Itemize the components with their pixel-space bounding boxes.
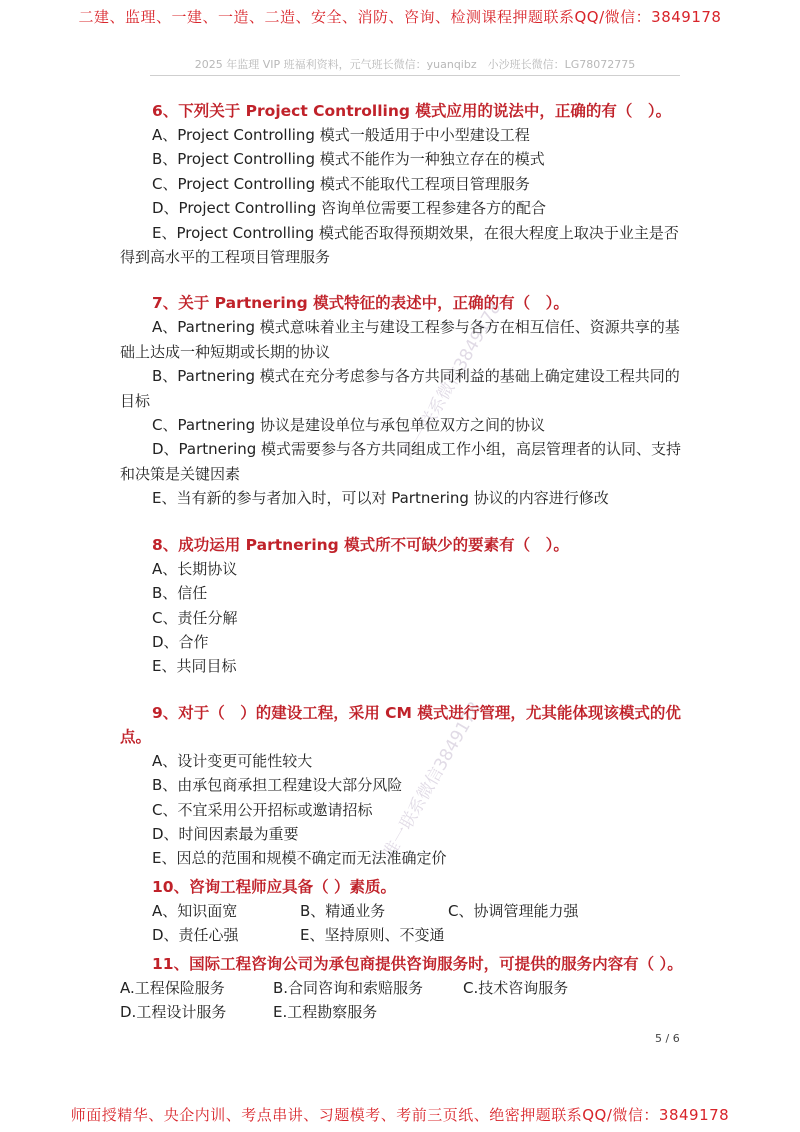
option-row	[120, 923, 685, 947]
option: A、知识面宽	[152, 901, 238, 920]
option: B、精通业务	[300, 901, 386, 920]
question-list	[120, 99, 685, 1024]
question-title: 7、关于 Partnering 模式特征的表述中，正确的有（ ）。	[152, 294, 569, 313]
top-promo-banner: 二建、监理、一建、一造、二造、安全、消防、咨询、检测课程押题联系QQ/微信：3849178	[78, 8, 722, 26]
option: C、不宜采用公开招标或邀请招标	[152, 800, 373, 819]
option: C、协调管理能力强	[448, 901, 579, 920]
option: D.工程设计服务	[120, 1002, 227, 1021]
question-10	[120, 875, 685, 948]
question-title: 10、咨询工程师应具备（ ）素质。	[152, 877, 396, 896]
question-title: 6、下列关于 Project Controlling 模式应用的说法中，正确的有（ ）。	[152, 102, 672, 120]
option: A、Partnering 模式意味着业主与建设工程参与各方在相互信任、资源共享的基础上达成一种短期或长期的协议	[120, 318, 680, 361]
option: D、责任心强	[152, 926, 239, 945]
question-8	[120, 533, 685, 679]
question-11	[120, 952, 685, 1025]
option-row	[120, 1000, 685, 1024]
option: C、Project Controlling 模式不能取代工程项目管理服务	[152, 174, 530, 193]
option: E.工程勘察服务	[273, 1002, 378, 1021]
option: C、Partnering 协议是建设单位与承包单位双方之间的协议	[152, 416, 545, 435]
option: B、信任	[152, 584, 208, 603]
option: A.工程保险服务	[120, 978, 225, 997]
option: D、时间因素最为重要	[152, 824, 299, 843]
option: C.技术咨询服务	[463, 978, 569, 997]
option-row	[120, 899, 685, 923]
option: B、由承包商承担工程建设大部分风险	[152, 776, 403, 795]
option: A、Project Controlling 模式一般适用于中小型建设工程	[152, 126, 530, 144]
option-row	[120, 976, 685, 1000]
option: A、设计变更可能性较大	[152, 751, 313, 770]
header-divider	[150, 75, 680, 76]
option: A、长期协议	[152, 559, 238, 578]
option: E、共同目标	[152, 657, 237, 676]
watermark: 唯一联系微信3849178	[399, 298, 506, 463]
option: E、因总的范围和规模不确定而无法准确定价	[152, 849, 447, 868]
page-header: 2025 年监理 VIP 班福利资料，元气班长微信：yuanqibz 小沙班长微信：LG78072775	[194, 58, 636, 71]
option: B、Project Controlling 模式不能作为一种独立存在的模式	[152, 150, 545, 169]
question-title: 9、对于（ ）的建设工程，采用 CM 模式进行管理，尤其能体现该模式的优点。	[120, 703, 681, 746]
option: B、Partnering 模式在充分考虑参与各方共同利益的基础上确定建设工程共同的目标	[120, 367, 680, 410]
bottom-promo-banner: 师面授精华、央企内训、考点串讲、习题模考、考前三页纸、绝密押题联系QQ/微信：3849178	[70, 1106, 730, 1124]
option: D、Partnering 模式需要参与各方共同组成工作小组，高层管理者的认同、支持和决策是关键因素	[120, 440, 682, 483]
option: D、Project Controlling 咨询单位需要工程参建各方的配合	[152, 199, 546, 218]
question-7	[120, 291, 685, 510]
option: C、责任分解	[152, 608, 238, 627]
option: D、合作	[152, 632, 209, 651]
option: E、坚持原则、不变通	[300, 926, 445, 945]
option: E、Project Controlling 模式能否取得预期效果，在很大程度上取决于业主是否得到高水平的工程项目管理服务	[120, 223, 679, 267]
page-number: 5 / 6	[655, 1032, 680, 1045]
option: E、当有新的参与者加入时，可以对 Partnering 协议的内容进行修改	[152, 489, 609, 508]
watermark: 唯一联系微信3849178	[379, 698, 486, 863]
question-6	[120, 99, 685, 269]
question-title: 11、国际工程咨询公司为承包商提供咨询服务时，可提供的服务内容有（ ）。	[152, 954, 683, 973]
option: B.合同咨询和索赔服务	[273, 978, 424, 997]
question-title: 8、成功运用 Partnering 模式所不可缺少的要素有（ ）。	[152, 535, 569, 554]
question-9	[120, 701, 685, 871]
